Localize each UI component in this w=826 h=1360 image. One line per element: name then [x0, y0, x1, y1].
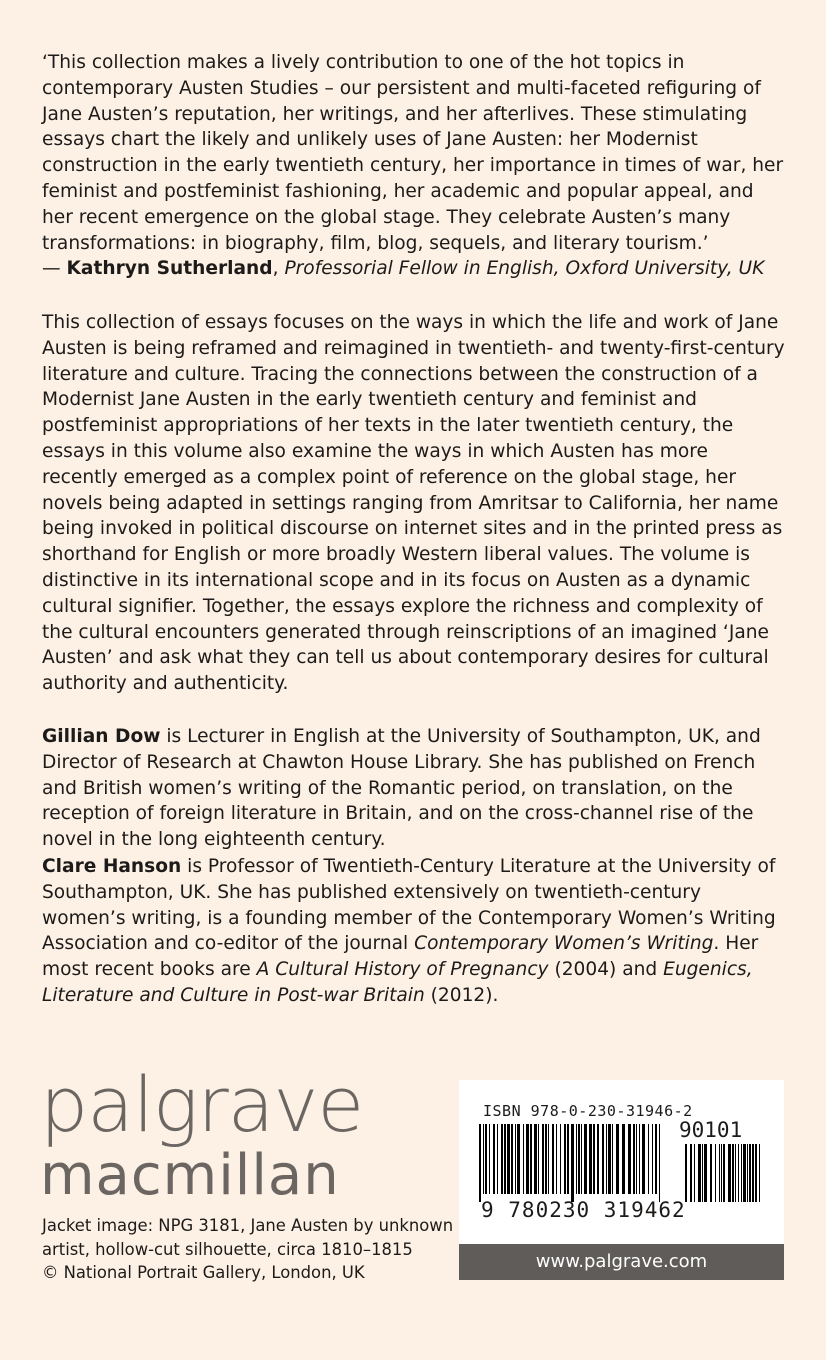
book-description: This collection of essays focuses on the ways in which the life and work of Jane Austen is being reframed and reimagined in twentieth- and twenty-first-century literature and culture. Tracing the connections between the construction of a Modernist Jane Austen in the early twentieth century and feminist and postfeminist appropriations of her texts in the later twentieth century, the essays in this volume also examine the ways in which Austen has more recently emerged as a complex point of reference on the global stage, her novels being adapted in settings ranging from Amritsar to California, her name being invoked in political discourse on internet sites and in the printed press as shorthand for English or more broadly Western liberal values. The volume is distinctive in its international scope and in its focus on Austen as a dynamic cultural signifier. Together, the essays explore the richness and complexity of the cultural encounters generated through reinscriptions of an imagined ‘Jane Austen’ and ask what they can tell us about contemporary desires for cultural authority and authenticity. [42, 312, 785, 695]
quote-affiliation: Professorial Fellow in English, Oxford University, UK [284, 258, 765, 280]
barcode-bar [655, 1124, 657, 1194]
barcode-bar [534, 1124, 537, 1194]
barcode-bar [493, 1124, 495, 1194]
barcode-bar [741, 1144, 742, 1202]
barcode-panel [459, 1080, 784, 1280]
publisher-logo [40, 1060, 364, 1208]
barcode-bar [659, 1124, 660, 1202]
barcode-bar [578, 1124, 580, 1194]
bio-hanson-text-2: . Her most recent books are [42, 933, 759, 981]
publisher-logo-line1: palgrave [40, 1060, 364, 1149]
editor-bio-hanson [42, 854, 787, 1009]
editor-bio-dow [42, 724, 787, 853]
barcode-bar [597, 1124, 599, 1194]
barcode-bar [622, 1124, 625, 1194]
barcode-bar [749, 1144, 751, 1202]
barcode-bar [517, 1124, 520, 1194]
barcode-bar [593, 1124, 595, 1194]
barcode-bar [497, 1124, 498, 1194]
barcode-bar [652, 1124, 653, 1194]
barcode-bar [542, 1124, 544, 1194]
barcode-bar [732, 1144, 734, 1202]
barcode-bar [715, 1144, 716, 1202]
bio-hanson-book-2: Eugenics, Literature and Culture in Post-war Britain [42, 959, 753, 1006]
barcode-bar [728, 1144, 731, 1202]
barcode-bar [704, 1144, 707, 1202]
publisher-logo-line2: macmillan [40, 1143, 340, 1208]
barcode-bar [515, 1124, 516, 1194]
barcode-bar [710, 1144, 712, 1202]
quote-dash: — [42, 258, 67, 280]
quote-text: ‘This collection makes a lively contribution to one of the hot topics in contemporary Austen Studies – our persistent and multi-faceted refiguring of Jane Austen’s reputation, her writings, and her afterlives. These stimulating essays chart the likely and unlikely uses of Jane Austen: her Modernist construction in the early twentieth century, her importance in times of war, her feminist and postfeminist fashioning, her academic and popular appeal, and her recent emergence on the global stage. They celebrate Austen’s many transformations: in biography, film, blog, sequels, and literary tourism.’ [42, 52, 784, 254]
barcode-bar [694, 1144, 695, 1202]
barcode-bar [485, 1124, 487, 1194]
barcode-bar [504, 1124, 506, 1194]
barcode-bar [556, 1124, 557, 1194]
barcode-bar [648, 1124, 649, 1194]
barcode-bar [479, 1124, 481, 1202]
publisher-url: www.palgrave.com [459, 1244, 784, 1280]
editor-bio-dow-text: is Lecturer in English at the University of Southampton, UK, and Director of Research at Chawton House Library. She has published on French and British women’s writing of the Romantic period, on translation, on the reception of foreign literature in Britain, and on the cross-channel rise of the novel in the long eighteenth century. [42, 726, 761, 851]
barcode-bar [571, 1124, 574, 1202]
barcode-bar [564, 1124, 566, 1194]
editor-name-dow: Gillian Dow [42, 726, 161, 747]
barcode-bar [552, 1124, 554, 1194]
barcode-bar [507, 1124, 510, 1194]
barcode-bar [483, 1124, 484, 1194]
barcode-bar [501, 1124, 503, 1194]
barcode-bar [560, 1124, 561, 1194]
bio-hanson-text-4: (2012). [424, 984, 499, 1006]
editor-name-hanson: Clare Hanson [42, 856, 182, 877]
barcode-bar [576, 1124, 577, 1194]
barcode-bar [616, 1124, 619, 1194]
barcode-bar [743, 1144, 746, 1202]
barcode-bar [642, 1124, 645, 1194]
credit-line-1: Jacket image: NPG 3181, Jane Austen by unknown [42, 1216, 454, 1235]
barcode-bar [523, 1124, 524, 1194]
barcode-bar [589, 1124, 592, 1194]
barcode-bar [639, 1124, 640, 1194]
bio-hanson-text-1: is Professor of Twentieth-Century Literature at the University of Southampton, UK. She has published extensively on twentieth-century women’s writing, is a founding member of the Contemporary Women’s Writing Association and co-editor of the journal [42, 856, 776, 955]
price-code: 90101 [679, 1118, 743, 1142]
barcode-bar [545, 1124, 547, 1194]
barcode-bar [526, 1124, 529, 1194]
barcode-bar [628, 1124, 631, 1194]
bio-hanson-journal: Contemporary Women’s Writing [414, 933, 714, 955]
barcode-bar [698, 1144, 701, 1202]
barcode-bar [606, 1124, 607, 1194]
barcode-bar [719, 1144, 720, 1202]
barcode-bar [721, 1144, 722, 1202]
barcode-bar [530, 1124, 532, 1194]
ean-number: 9 780230 319462 [481, 1198, 686, 1222]
credit-line-3: © National Portrait Gallery, London, UK [42, 1263, 365, 1282]
barcode-bar [636, 1124, 637, 1194]
barcode-bar [755, 1144, 757, 1202]
barcode-bar [581, 1124, 582, 1194]
barcode-bar [602, 1124, 604, 1194]
barcode-bar [759, 1144, 760, 1202]
barcode-bar [489, 1124, 490, 1194]
barcode-bar [752, 1144, 754, 1202]
barcode-bar [548, 1124, 549, 1194]
barcode-bar [567, 1124, 569, 1194]
barcode-bar [608, 1124, 611, 1194]
credit-line-2: artist, hollow-cut silhouette, circa 1810–1815 [42, 1239, 413, 1259]
barcode-bar [612, 1124, 613, 1194]
jacket-credit [42, 1214, 462, 1285]
isbn-label: ISBN 978-0-230-31946-2 [483, 1102, 693, 1120]
barcode-bar [538, 1124, 539, 1194]
barcode-bar [747, 1144, 748, 1202]
quote-separator: , [272, 258, 285, 280]
barcode-bar [584, 1124, 587, 1194]
barcode-bar [738, 1144, 739, 1202]
barcode-bar [690, 1144, 692, 1202]
barcode-bar [633, 1124, 635, 1194]
bio-hanson-text-3: (2004) and [548, 959, 664, 981]
endorsement-quote [42, 50, 787, 282]
barcode-bar [723, 1144, 725, 1202]
bio-hanson-book-1: A Cultural History of Pregnancy [256, 959, 549, 981]
quote-author: Kathryn Sutherland [66, 258, 273, 280]
barcode-bar [685, 1144, 687, 1202]
barcode-bar [702, 1144, 703, 1202]
barcode-bar [735, 1144, 736, 1202]
barcode-bar [511, 1124, 513, 1194]
